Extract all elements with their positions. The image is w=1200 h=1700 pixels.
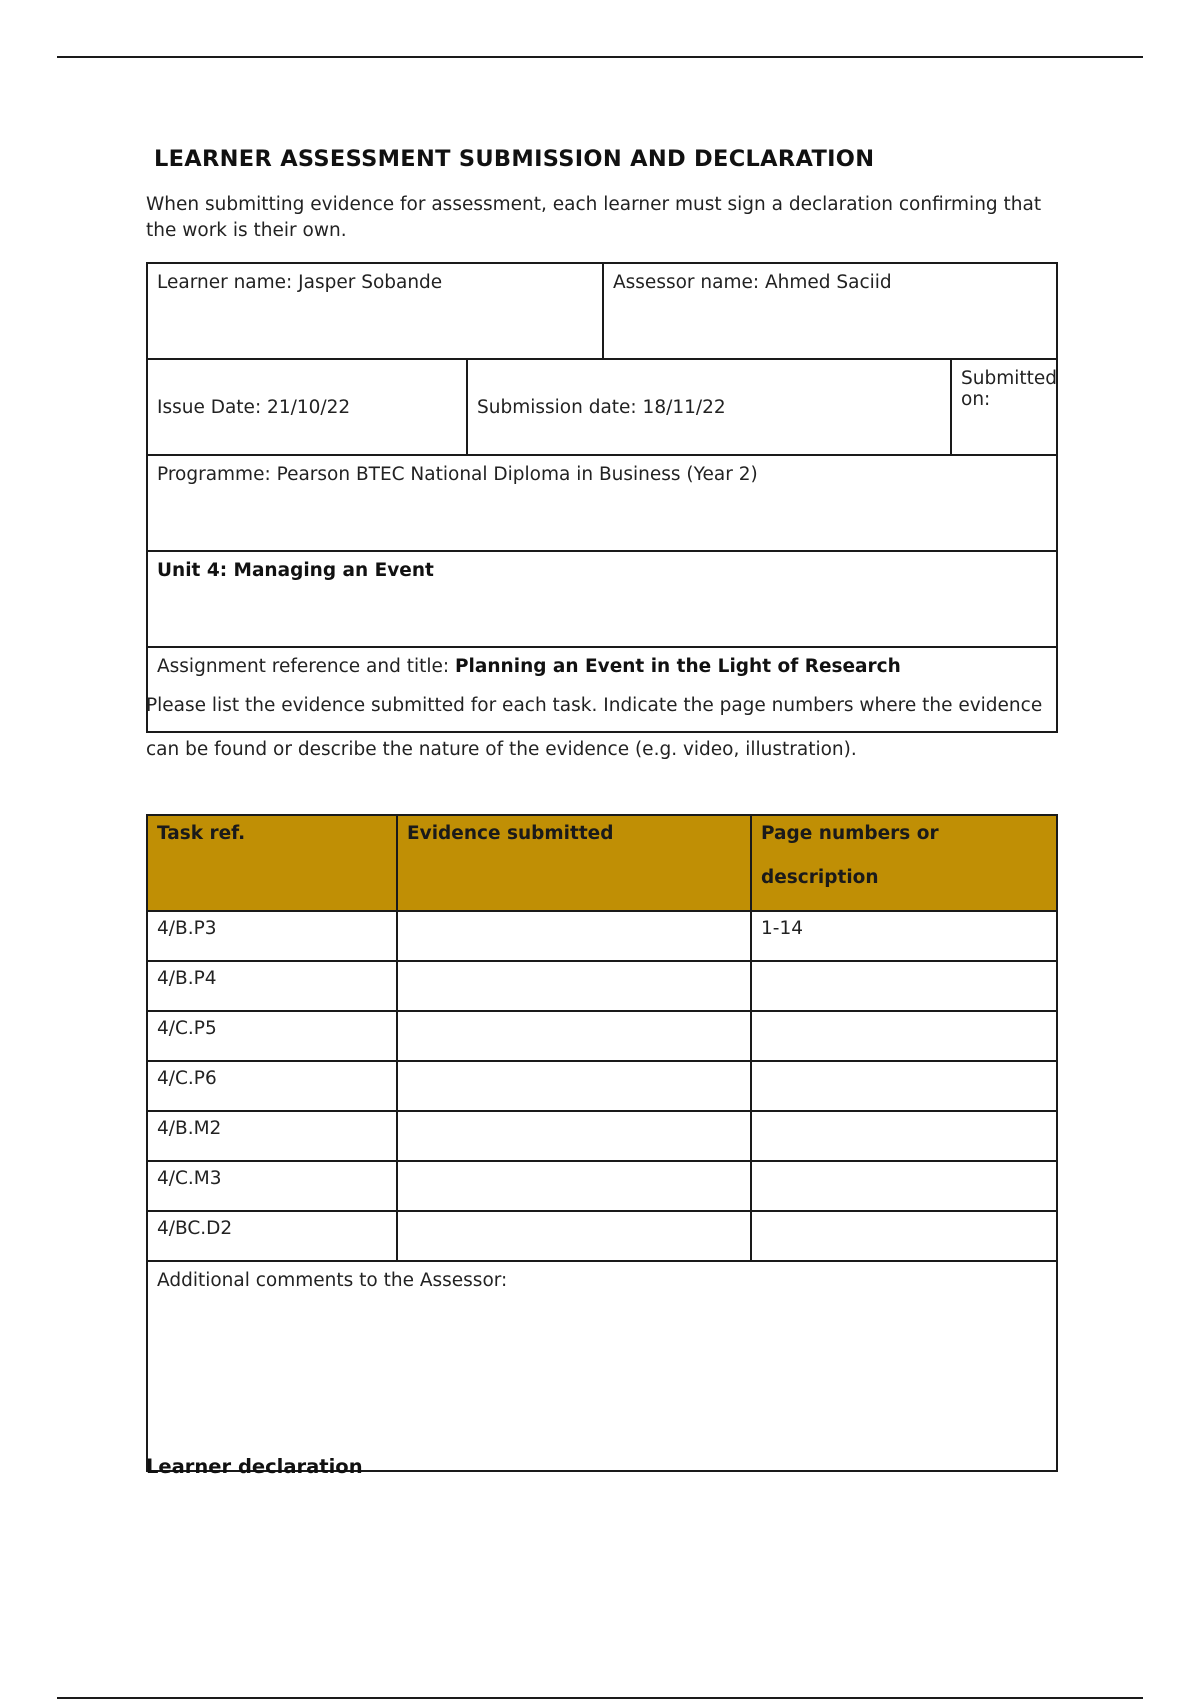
comments-row — [147, 1261, 1057, 1471]
task-ref-cell: 4/C.P6 — [147, 1061, 397, 1111]
task-ref-cell: 4/B.M2 — [147, 1111, 397, 1161]
learner-name-cell — [147, 263, 603, 359]
table-row — [147, 1011, 1057, 1061]
header-evidence-submitted: Evidence submitted — [397, 815, 751, 911]
pages-cell[interactable] — [751, 1011, 1057, 1061]
evidence-cell[interactable] — [397, 1061, 751, 1111]
declaration-heading: Learner declaration — [146, 1455, 363, 1478]
table-row — [147, 911, 1057, 961]
evidence-cell[interactable] — [397, 961, 751, 1011]
assessor-name-cell — [603, 263, 1057, 359]
table-row — [147, 1161, 1057, 1211]
evidence-instructions: Please list the evidence submitted for each task. Indicate the page numbers where the evidence can be found or describe the nature of the evidence (e.g. video, illustration). — [146, 695, 1043, 760]
table-row — [147, 1211, 1057, 1261]
header-page-numbers: Page numbers or description — [751, 815, 1057, 911]
top-rule — [57, 56, 1143, 58]
pages-cell[interactable] — [751, 961, 1057, 1011]
programme: Programme: Pearson BTEC National Diploma in Business (Year 2) — [157, 464, 758, 485]
task-ref-cell: 4/B.P4 — [147, 961, 397, 1011]
submission-date: Submission date: 18/11/22 — [477, 396, 726, 418]
evidence-cell[interactable] — [397, 911, 751, 961]
submitted-on: Submitted on: — [961, 368, 1058, 410]
issue-date-cell — [147, 359, 467, 455]
header-task-ref: Task ref. — [147, 815, 397, 911]
evidence-cell[interactable] — [397, 1111, 751, 1161]
page-title: LEARNER ASSESSMENT SUBMISSION AND DECLARATION — [154, 146, 875, 172]
issue-date: Issue Date: 21/10/22 — [157, 396, 351, 418]
task-ref-cell: 4/BC.D2 — [147, 1211, 397, 1261]
assignment-title: Planning an Event in the Light of Research — [455, 656, 901, 677]
task-ref-cell: 4/B.P3 — [147, 911, 397, 961]
pages-cell[interactable] — [751, 1111, 1057, 1161]
unit-title: Unit 4: Managing an Event — [157, 560, 434, 581]
learner-name: Learner name: Jasper Sobande — [157, 272, 443, 293]
task-ref-cell: 4/C.M3 — [147, 1161, 397, 1211]
details-table — [146, 262, 1058, 733]
assessor-name: Assessor name: Ahmed Saciid — [613, 272, 892, 293]
programme-cell — [147, 455, 1057, 551]
evidence-cell[interactable] — [397, 1161, 751, 1211]
comments-cell[interactable] — [147, 1261, 1057, 1471]
table-row — [147, 961, 1057, 1011]
assignment-label: Assignment reference and title: — [157, 656, 455, 677]
pages-cell[interactable] — [751, 1211, 1057, 1261]
task-ref-cell: 4/C.P5 — [147, 1011, 397, 1061]
pages-cell[interactable]: 1-14 — [751, 911, 1057, 961]
table-row — [147, 1061, 1057, 1111]
comments-label: Additional comments to the Assessor: — [157, 1270, 508, 1291]
intro-text: When submitting evidence for assessment, each learner must sign a declaration confirming that the work is their own. — [146, 194, 1042, 241]
pages-cell[interactable] — [751, 1061, 1057, 1111]
evidence-cell[interactable] — [397, 1211, 751, 1261]
submission-date-cell — [467, 359, 951, 455]
unit-cell — [147, 551, 1057, 647]
evidence-table — [146, 814, 1058, 1472]
bottom-rule — [57, 1697, 1143, 1699]
evidence-cell[interactable] — [397, 1011, 751, 1061]
evidence-table-header — [147, 815, 1057, 911]
table-row — [147, 1111, 1057, 1161]
pages-cell[interactable] — [751, 1161, 1057, 1211]
submitted-on-cell — [951, 359, 1057, 455]
